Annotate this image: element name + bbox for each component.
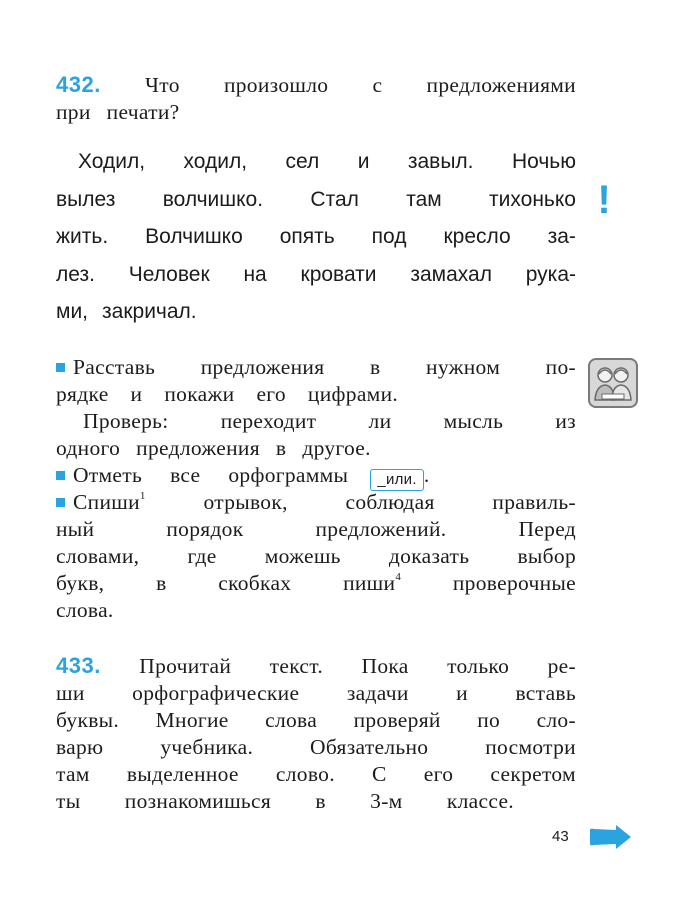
- word: одного: [56, 436, 121, 460]
- ex433-line-1: [56, 652, 576, 680]
- word: Пока: [361, 654, 409, 678]
- word: предложениями: [426, 73, 576, 97]
- word: переходит: [220, 409, 317, 433]
- word: на: [243, 262, 267, 286]
- word: проверочные: [452, 571, 576, 595]
- word: сел: [285, 150, 320, 173]
- word: проверяй: [353, 708, 441, 732]
- word: слово.: [275, 762, 335, 786]
- task3-line-3: [56, 543, 576, 570]
- word: с: [372, 73, 383, 97]
- word: печати?: [106, 100, 180, 124]
- story-text: [56, 143, 576, 331]
- word: опять: [279, 225, 335, 248]
- story-line-2: [56, 181, 576, 219]
- exercise-number-433: 433.: [56, 653, 101, 678]
- word: из: [555, 409, 576, 433]
- word: в: [370, 355, 381, 379]
- page-number: 43: [552, 828, 569, 845]
- word: Ночью: [511, 150, 576, 173]
- word: по: [477, 708, 501, 732]
- ex433-line-4: [56, 734, 576, 761]
- word: по-: [545, 355, 576, 379]
- exercise-432-question: [56, 71, 576, 126]
- word: ми,: [56, 300, 89, 323]
- bullet-square-icon: [56, 363, 65, 372]
- two-children-icon: [590, 360, 636, 406]
- next-page-arrow-icon[interactable]: [588, 824, 632, 850]
- word: в: [156, 571, 167, 595]
- word: Что: [145, 73, 180, 97]
- task1-line-2: [56, 381, 576, 408]
- word: и: [456, 681, 468, 705]
- word: кресло: [443, 225, 511, 248]
- word: секретом: [490, 762, 576, 786]
- word: соблюдая: [345, 490, 435, 514]
- orthogram-sign-box: _или.: [370, 469, 424, 491]
- word: посмотри: [485, 735, 576, 759]
- check-line-1: [56, 408, 576, 435]
- word: задачи: [346, 681, 409, 705]
- word: там: [406, 187, 442, 211]
- word: можешь: [264, 544, 341, 568]
- word: под: [371, 225, 407, 248]
- word: жить.: [56, 225, 109, 248]
- word: мысль: [443, 409, 504, 433]
- ex433-line-6: [56, 788, 576, 815]
- task2-line: [56, 462, 576, 489]
- word: орфограммы: [228, 463, 349, 487]
- word: его: [423, 762, 454, 786]
- word: произошло: [223, 73, 329, 97]
- check-line-2: [56, 435, 576, 462]
- word: пиши: [343, 571, 396, 595]
- story-line-4: [56, 256, 576, 294]
- word: Обязательно: [310, 735, 429, 759]
- word: Человек: [128, 262, 210, 286]
- word: доказать: [388, 544, 470, 568]
- word: познакомишься: [124, 789, 272, 813]
- word: предложений.: [315, 517, 447, 541]
- exercise-432-tasks: [56, 354, 576, 624]
- word: там: [56, 762, 90, 786]
- word: цифрами.: [307, 382, 399, 406]
- word: все: [170, 463, 201, 487]
- word: предложения: [200, 355, 325, 379]
- write-word: [343, 570, 401, 597]
- word: варю: [56, 735, 104, 759]
- word: отрывок,: [203, 490, 288, 514]
- word: Волчишко: [145, 225, 243, 248]
- story-line-5: [56, 293, 576, 331]
- word: предложения: [136, 436, 260, 460]
- word: лез.: [56, 262, 95, 286]
- word: и: [357, 150, 370, 173]
- word: сло-: [536, 708, 576, 732]
- word: замахал: [410, 262, 492, 286]
- task3-first: [56, 489, 146, 516]
- exercise-number-432: 432.: [56, 72, 101, 97]
- word: Спиши: [73, 490, 140, 514]
- word: и: [130, 382, 143, 406]
- word: 3-м: [370, 789, 403, 813]
- word: Прочитай: [139, 654, 232, 678]
- footnote-mark: 1: [139, 489, 146, 502]
- word: завыл.: [407, 150, 474, 173]
- word: текст.: [269, 654, 324, 678]
- word: волчишко.: [162, 187, 264, 211]
- story-line-1: [56, 143, 576, 181]
- word: ходил,: [183, 150, 248, 173]
- word: ши: [56, 681, 85, 705]
- word: скобках: [218, 571, 292, 595]
- ex433-line-5: [56, 761, 576, 788]
- word: Расставь: [73, 355, 156, 379]
- word: в: [315, 789, 326, 813]
- story-line-3: [56, 218, 576, 256]
- pair-work-icon: [588, 358, 638, 408]
- word: при: [56, 100, 91, 124]
- word: классе.: [446, 789, 514, 813]
- word: С: [372, 762, 387, 786]
- question-line-2: [56, 99, 576, 126]
- word: рука-: [525, 262, 576, 286]
- word: закричал.: [102, 300, 197, 323]
- word: слова.: [56, 598, 114, 622]
- exercise-433: [56, 652, 576, 815]
- word: нужном: [426, 355, 501, 379]
- word: словами,: [56, 544, 140, 568]
- word: выбор: [517, 544, 576, 568]
- task3-line-4: [56, 570, 576, 597]
- bullet-square-icon: [56, 471, 65, 480]
- word: рядке: [56, 382, 109, 406]
- period: .: [423, 463, 430, 487]
- ex433-line-3: [56, 707, 576, 734]
- word: другое.: [302, 436, 371, 460]
- word: ре-: [547, 654, 576, 678]
- word: ты: [56, 789, 81, 813]
- task1-line-1: [56, 354, 576, 381]
- word: правиль-: [492, 490, 576, 514]
- question-line-1: [56, 71, 576, 99]
- attention-mark-icon: !: [597, 178, 611, 222]
- task3-line-1: [56, 489, 576, 516]
- word: кровати: [300, 262, 377, 286]
- ex433-line-2: [56, 680, 576, 707]
- word: в: [275, 436, 287, 460]
- word: тихонько: [489, 187, 576, 211]
- word: Перед: [518, 517, 576, 541]
- word: вставь: [515, 681, 576, 705]
- word: ный: [56, 517, 95, 541]
- word: Отметь: [73, 463, 143, 487]
- word: вылез: [56, 187, 116, 211]
- word: Проверь:: [83, 409, 169, 433]
- footnote-mark: 4: [395, 570, 402, 583]
- word: буквы.: [56, 708, 120, 732]
- word: выделенное: [126, 762, 239, 786]
- word: учебника.: [160, 735, 254, 759]
- word: Ходил,: [78, 150, 146, 173]
- word: покажи: [164, 382, 235, 406]
- task3-line-5: [56, 597, 576, 624]
- word: порядок: [166, 517, 244, 541]
- task1-first: [56, 354, 155, 381]
- bullet-square-icon: [56, 498, 65, 507]
- word: слова: [265, 708, 318, 732]
- word: Многие: [155, 708, 229, 732]
- word: букв,: [56, 571, 105, 595]
- word: орфографические: [132, 681, 300, 705]
- task3-line-2: [56, 516, 576, 543]
- word: только: [447, 654, 510, 678]
- word: его: [256, 382, 286, 406]
- word: Стал: [310, 187, 359, 211]
- word: где: [187, 544, 217, 568]
- word: за-: [547, 225, 576, 248]
- word: ли: [368, 409, 392, 433]
- task2-first: [56, 462, 142, 489]
